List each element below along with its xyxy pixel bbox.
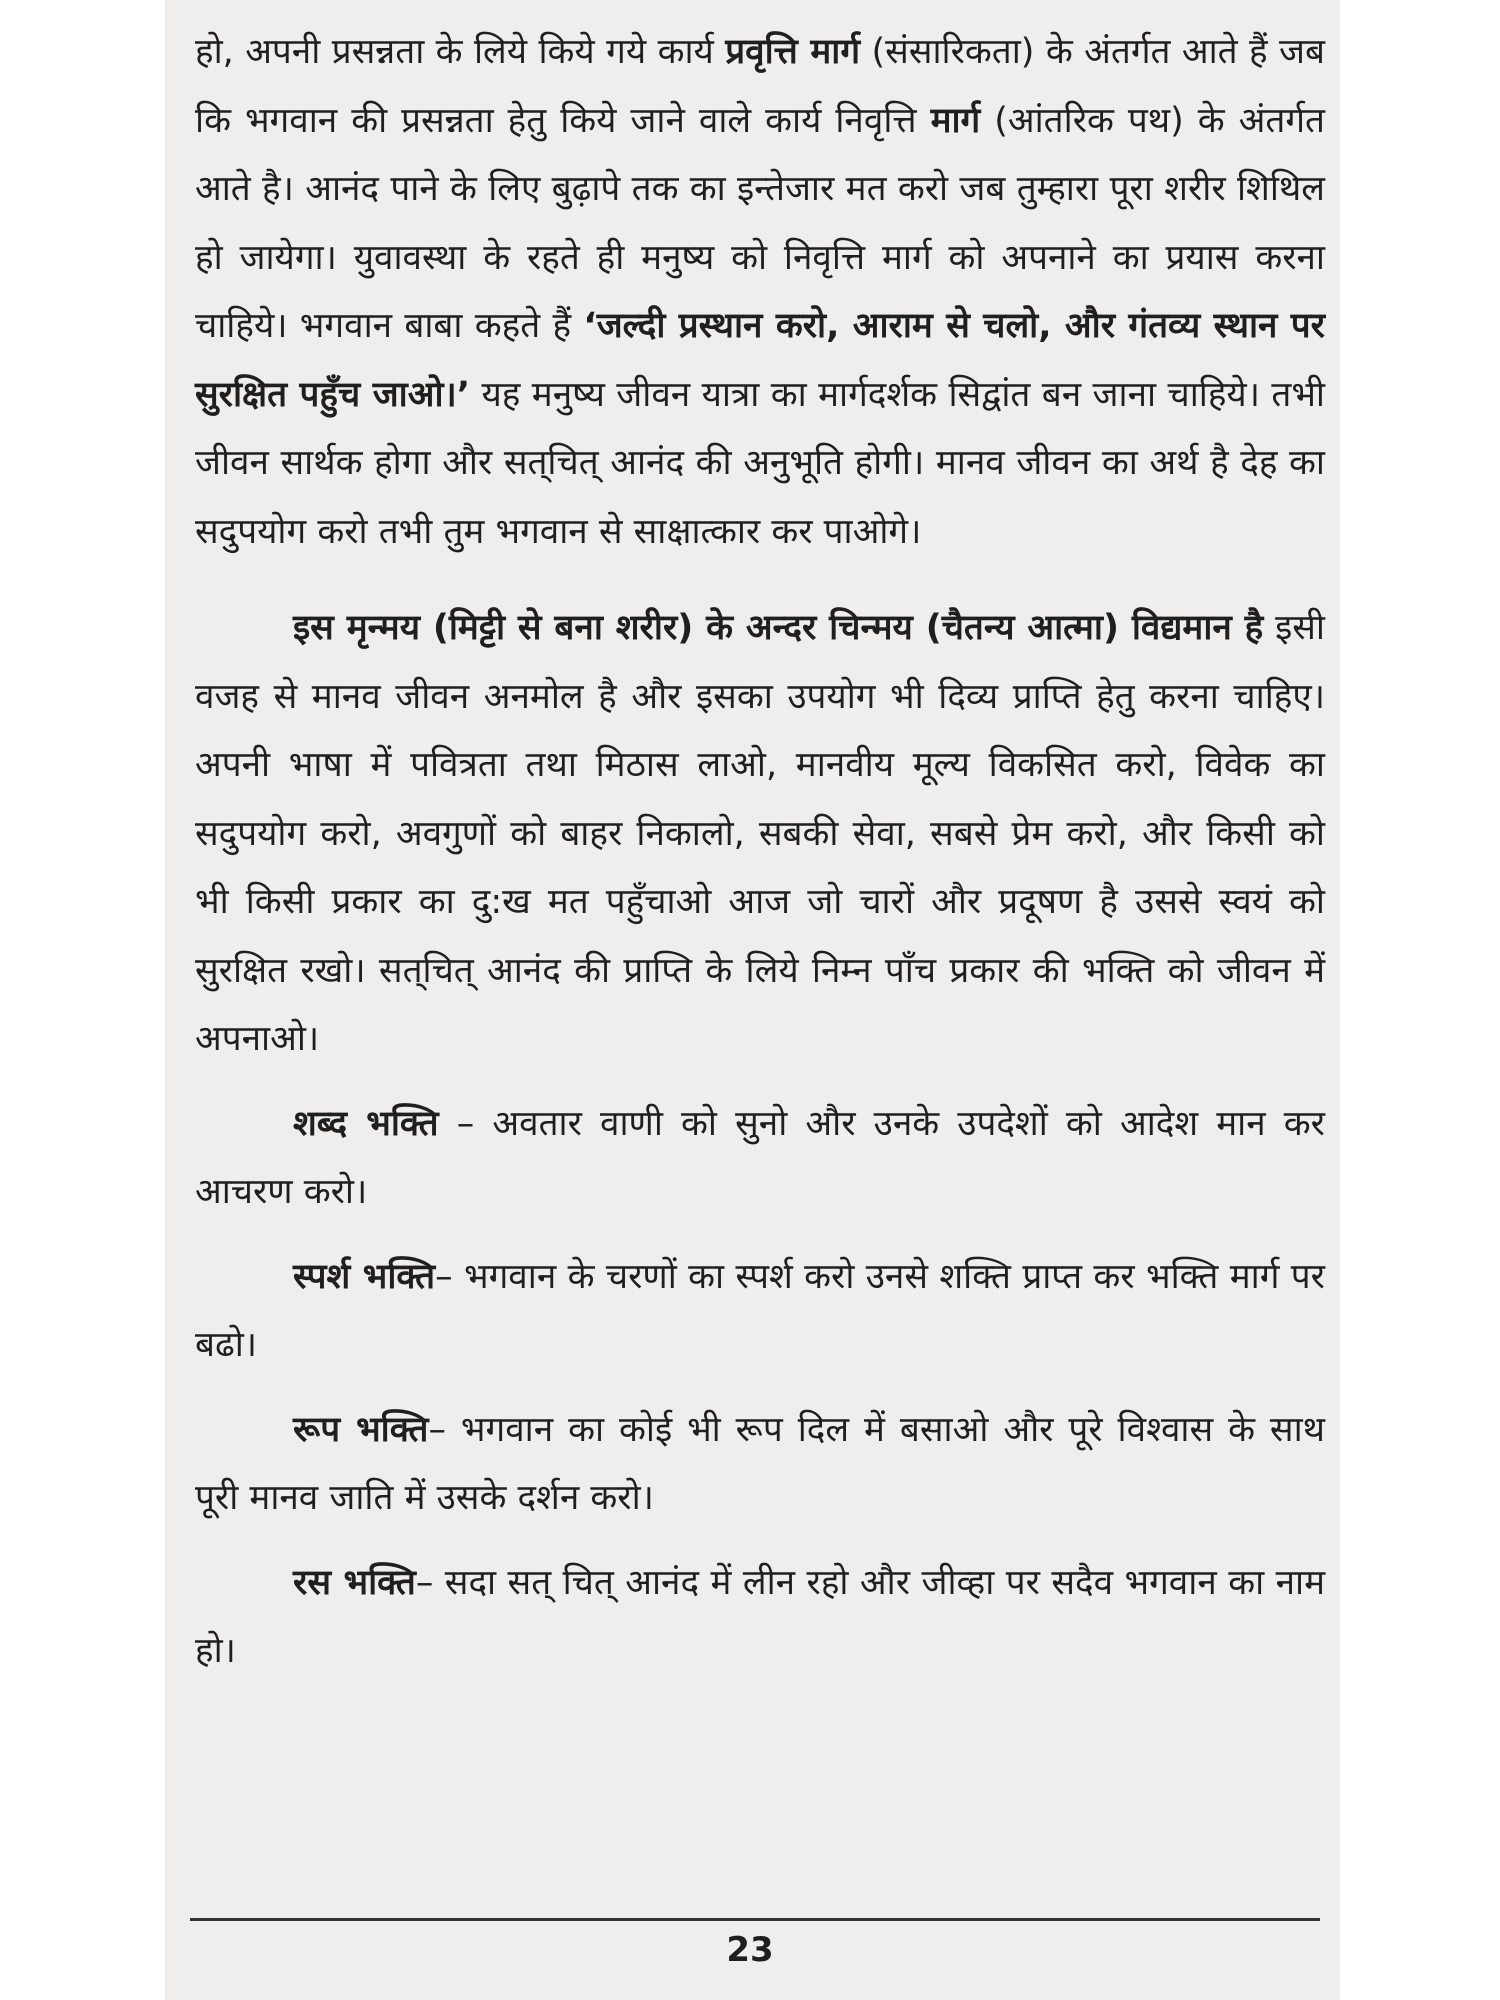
paragraph-1 [195, 18, 1325, 566]
bhakti-text: – भगवान का कोई भी रूप दिल में बसाओ और पूरे विश्वास के साथ पूरी मानव जाति में उसके दर्शन करो। [195, 1409, 1325, 1518]
page-number: 23 [726, 1930, 774, 1970]
text-run: (संसारिकता) के अंतर्गत आते हैं जब कि भगवान की प्रसन्नता हेतु किये जाने वाले कार्य निवृत्ति [195, 32, 1325, 141]
bold-run: प्रवृत्ति मार्ग [725, 32, 861, 72]
bhakti-text: – भगवान के चरणों का स्पर्श करो उनसे शक्ति प्राप्त कर भक्ति मार्ग पर बढो। [195, 1256, 1325, 1365]
page-body [195, 18, 1325, 1686]
quote-bold: ‘जल्दी प्रस्थान करो, आराम से चलो, और गंतव्य स्थान पर सुरक्षित पहुँच जाओ।’ [195, 306, 1325, 415]
bhakti-item [195, 1090, 1325, 1227]
text-run: हो, अपनी प्रसन्नता के लिये किये गये कार्य [195, 32, 726, 72]
bhakti-text: – अवतार वाणी को सुनो और उनके उपदेशों को आदेश मान कर आचरण करो। [195, 1103, 1325, 1212]
text-run: इसी वजह से मानव जीवन अनमोल है और इसका उपयोग भी दिव्य प्राप्ति हेतु करना चाहिए। अपनी भाषा में पवित्रता तथा मिठास लाओ, मानवीय मूल्य विकसित करो, विवेक का सदुपयोग करो, अवगुणों को बाहर निकालो, सबकी सेवा, सबसे प्रेम करो, और किसी को भी किसी प्रकार का दु:ख मत पहुँचाओ आज जो चारों और प्रदूषण है उससे स्वयं को सुरक्षित रखो। सत्‌चित्‌ आनंद की प्राप्ति के लिये निम्न पाँच प्रकार की भक्ति को जीवन में अपनाओ। [195, 608, 1325, 1059]
bhakti-term: शब्द भक्ति [293, 1103, 439, 1144]
bhakti-term: स्पर्श भक्ति [293, 1256, 436, 1297]
text-run: यह मनुष्य जीवन यात्रा का मार्गदर्शक सिद्वांत बन जाना चाहिये। तभी जीवन सार्थक होगा और सत्‌चित्‌ आनंद की अनुभूति होगी। मानव जीवन का अर्थ है देह का सदुपयोग करो तभी तुम भगवान से साक्षात्कार कर पाओगे। [195, 374, 1326, 552]
bhakti-item [195, 1549, 1325, 1686]
paragraph-2 [195, 594, 1325, 1074]
bhakti-item [195, 1243, 1325, 1380]
bhakti-item [195, 1396, 1325, 1533]
bhakti-text: – सदा सत्‌ चित्‌ आनंद में लीन रहो और जीव्हा पर सदैव भगवान का नाम हो। [195, 1562, 1325, 1671]
text-run: (आंतरिक पथ) के अंतर्गत आते है। आनंद पाने के लिए बुढ़ापे तक का इन्तेजार मत करो जब तुम्हारा पूरा शरीर शिथिल हो जायेगा। युवावस्था के रहते ही मनुष्य को निवृत्ति मार्ग को अपनाने का प्रयास करना चाहिये। भगवान बाबा कहते हैं [195, 100, 1325, 346]
bhakti-term: रूप भक्ति [293, 1409, 429, 1450]
bold-run: मार्ग [930, 100, 981, 141]
footer-rule [190, 1918, 1320, 1921]
bhakti-term: रस भक्ति [293, 1562, 416, 1603]
bold-run: इस मृन्मय (मिट्टी से बना शरीर) के अन्दर चिन्मय (चैतन्य आत्मा) विद्यमान है [293, 608, 1264, 648]
